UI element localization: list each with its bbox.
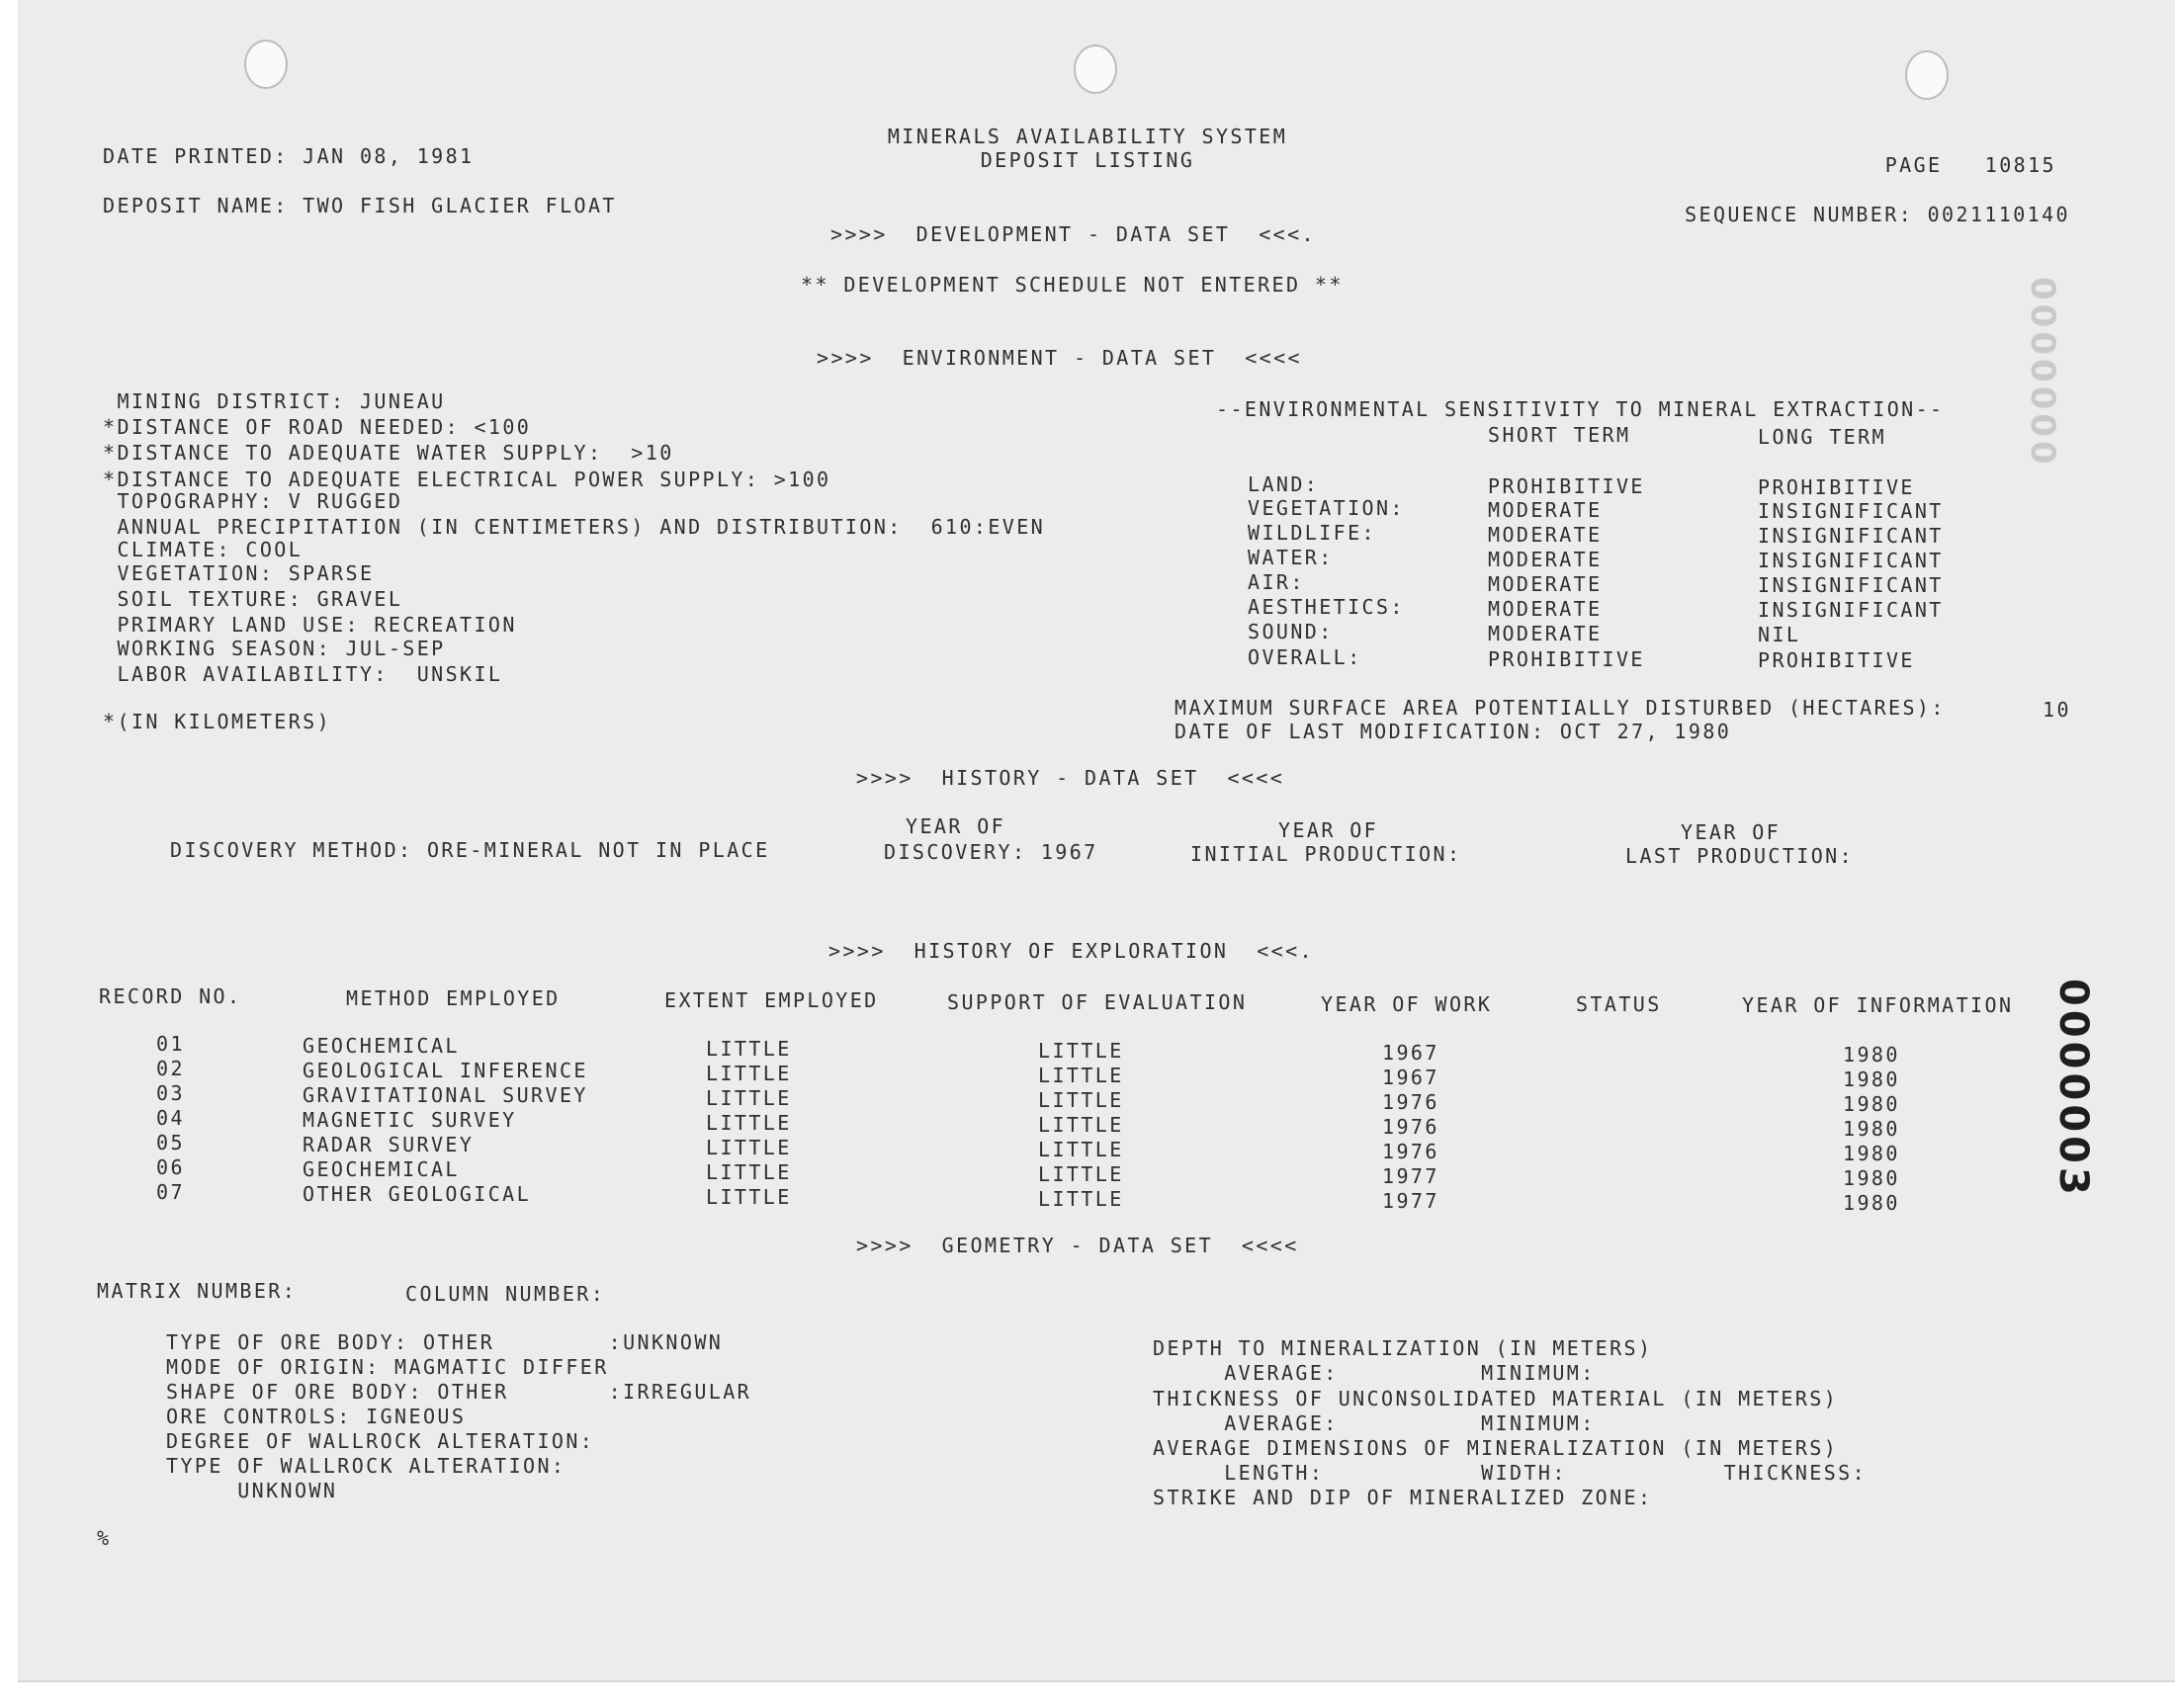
kilometers-footnote: *(IN KILOMETERS) — [103, 710, 332, 733]
year-of-information: 1980 — [1843, 1043, 1900, 1067]
sensitivity-short: MODERATE — [1488, 597, 1603, 621]
geometry-line: DEGREE OF WALLROCK ALTERATION: — [166, 1429, 595, 1453]
punch-hole-left — [244, 40, 288, 89]
sensitivity-long: INSIGNIFICANT — [1758, 573, 1944, 597]
method-employed: GEOLOGICAL INFERENCE — [303, 1059, 588, 1082]
sensitivity-long: INSIGNIFICANT — [1758, 524, 1944, 548]
punch-hole-right — [1905, 50, 1949, 100]
record-number: 07 — [156, 1180, 185, 1204]
method-employed: GRAVITATIONAL SURVEY — [303, 1083, 588, 1107]
env-line: *DISTANCE TO ADEQUATE ELECTRICAL POWER SUPPLY: >100 — [103, 468, 831, 491]
discovery-year-caption: YEAR OF — [906, 814, 1006, 838]
page-number: PAGE 10815 — [1884, 153, 2056, 177]
sensitivity-factor: SOUND: — [1248, 620, 1334, 643]
support-of-evaluation: LITTLE — [1038, 1064, 1124, 1087]
end-mark: % — [97, 1526, 112, 1550]
column-header: YEAR OF WORK — [1321, 992, 1493, 1016]
environment-heading: >>>> ENVIRONMENT - DATA SET <<<< — [817, 346, 1302, 370]
sensitivity-factor: AESTHETICS: — [1248, 595, 1405, 619]
year-of-information: 1980 — [1843, 1117, 1900, 1141]
env-line: CLIMATE: COOL — [103, 538, 304, 561]
year-of-information: 1980 — [1843, 1092, 1900, 1116]
support-of-evaluation: LITTLE — [1038, 1138, 1124, 1161]
date-printed: DATE PRINTED: JAN 08, 1981 — [103, 144, 475, 168]
year-of-discovery: DISCOVERY: 1967 — [884, 840, 1098, 864]
initial-production-caption: YEAR OF — [1278, 818, 1379, 842]
env-line: WORKING SEASON: JUL-SEP — [103, 637, 446, 660]
geometry-line: STRIKE AND DIP OF MINERALIZED ZONE: — [1153, 1486, 1653, 1509]
geometry-line: THICKNESS OF UNCONSOLIDATED MATERIAL (IN METERS) — [1153, 1387, 1839, 1410]
sensitivity-title: --ENVIRONMENTAL SENSITIVITY TO MINERAL EXTRACTION-- — [1216, 397, 1945, 421]
env-line: SOIL TEXTURE: GRAVEL — [103, 587, 403, 611]
extent-employed: LITTLE — [706, 1037, 792, 1061]
sensitivity-factor: WILDLIFE: — [1248, 521, 1376, 545]
geometry-line: TYPE OF ORE BODY: OTHER :UNKNOWN — [166, 1330, 724, 1354]
sensitivity-factor: VEGETATION: — [1248, 496, 1405, 520]
year-of-work: 1977 — [1382, 1164, 1439, 1188]
geometry-line: SHAPE OF ORE BODY: OTHER :IRREGULAR — [166, 1380, 752, 1404]
sensitivity-long: INSIGNIFICANT — [1758, 598, 1944, 622]
method-employed: GEOCHEMICAL — [303, 1157, 460, 1181]
geometry-line: MODE OF ORIGIN: MAGMATIC DIFFER — [166, 1355, 609, 1379]
record-number: 03 — [156, 1081, 185, 1105]
geometry-line: DEPTH TO MINERALIZATION (IN METERS) — [1153, 1336, 1653, 1360]
geometry-heading: >>>> GEOMETRY - DATA SET <<<< — [856, 1234, 1299, 1257]
year-of-work: 1967 — [1382, 1041, 1439, 1065]
record-number: 02 — [156, 1057, 185, 1080]
year-of-information: 1980 — [1843, 1068, 1900, 1091]
column-header: RECORD NO. — [99, 984, 242, 1008]
geometry-line: LENGTH: WIDTH: THICKNESS: — [1153, 1461, 1868, 1485]
year-of-work: 1976 — [1382, 1140, 1439, 1163]
sensitivity-short: MODERATE — [1488, 622, 1603, 645]
development-heading: >>>> DEVELOPMENT - DATA SET <<<. — [830, 222, 1316, 246]
column-header: YEAR OF INFORMATION — [1742, 993, 2014, 1017]
env-line: VEGETATION: SPARSE — [103, 561, 375, 585]
geometry-line: AVERAGE: MINIMUM: — [1153, 1361, 1596, 1385]
support-of-evaluation: LITTLE — [1038, 1187, 1124, 1211]
extent-employed: LITTLE — [706, 1062, 792, 1085]
geometry-line: UNKNOWN — [166, 1479, 338, 1502]
system-title: MINERALS AVAILABILITY SYSTEM — [887, 125, 1288, 148]
page-margin — [0, 0, 18, 1708]
support-of-evaluation: LITTLE — [1038, 1113, 1124, 1137]
env-line: MINING DISTRICT: JUNEAU — [103, 389, 446, 413]
last-production: LAST PRODUCTION: — [1625, 844, 1855, 868]
punch-hole-center — [1074, 44, 1117, 94]
last-modification: DATE OF LAST MODIFICATION: OCT 27, 1980 — [1174, 720, 1732, 743]
sensitivity-long: PROHIBITIVE — [1758, 475, 1915, 499]
long-term-label: LONG TERM — [1758, 425, 1886, 449]
support-of-evaluation: LITTLE — [1038, 1162, 1124, 1186]
extent-employed: LITTLE — [706, 1136, 792, 1159]
column-header: STATUS — [1576, 992, 1662, 1016]
sensitivity-short: MODERATE — [1488, 523, 1603, 547]
year-of-information: 1980 — [1843, 1191, 1900, 1215]
max-surface-area-value: 10 — [2043, 698, 2071, 722]
year-of-work: 1977 — [1382, 1189, 1439, 1213]
env-line: *DISTANCE OF ROAD NEEDED: <100 — [103, 415, 532, 439]
sensitivity-factor: WATER: — [1248, 546, 1334, 569]
geometry-line: ORE CONTROLS: IGNEOUS — [166, 1405, 467, 1428]
deposit-name: DEPOSIT NAME: TWO FISH GLACIER FLOAT — [103, 194, 617, 217]
geometry-line: AVERAGE DIMENSIONS OF MINERALIZATION (IN METERS) — [1153, 1436, 1839, 1460]
sensitivity-short: MODERATE — [1488, 572, 1603, 596]
column-number: COLUMN NUMBER: — [405, 1282, 606, 1306]
sequence-number: SEQUENCE NUMBER: 0021110140 — [1685, 203, 2070, 226]
env-line: PRIMARY LAND USE: RECREATION — [103, 613, 517, 637]
env-line: TOPOGRAPHY: V RUGGED — [103, 489, 403, 513]
geometry-line: AVERAGE: MINIMUM: — [1153, 1411, 1596, 1435]
env-line: ANNUAL PRECIPITATION (IN CENTIMETERS) AND DISTRIBUTION: 610:EVEN — [103, 515, 1046, 539]
sensitivity-short: MODERATE — [1488, 548, 1603, 571]
year-of-work: 1976 — [1382, 1090, 1439, 1114]
method-employed: MAGNETIC SURVEY — [303, 1108, 517, 1132]
sensitivity-long: PROHIBITIVE — [1758, 648, 1915, 672]
discovery-method: DISCOVERY METHOD: ORE-MINERAL NOT IN PLACE — [170, 838, 770, 862]
method-employed: RADAR SURVEY — [303, 1133, 475, 1156]
sensitivity-short: PROHIBITIVE — [1488, 474, 1645, 498]
support-of-evaluation: LITTLE — [1038, 1039, 1124, 1063]
sensitivity-factor: AIR: — [1248, 570, 1305, 594]
year-of-work: 1967 — [1382, 1066, 1439, 1089]
listing-title: DEPOSIT LISTING — [980, 148, 1195, 172]
column-header: METHOD EMPLOYED — [346, 986, 561, 1010]
sensitivity-long: NIL — [1758, 623, 1801, 646]
exploration-heading: >>>> HISTORY OF EXPLORATION <<<. — [828, 939, 1314, 963]
record-number: 05 — [156, 1131, 185, 1154]
last-production-caption: YEAR OF — [1681, 820, 1782, 844]
extent-employed: LITTLE — [706, 1086, 792, 1110]
page-stamp: 0000003 — [2050, 979, 2096, 1199]
year-of-information: 1980 — [1843, 1166, 1900, 1190]
record-number: 04 — [156, 1106, 185, 1130]
column-header: SUPPORT OF EVALUATION — [947, 990, 1248, 1014]
method-employed: OTHER GEOLOGICAL — [303, 1182, 532, 1206]
column-header: EXTENT EMPLOYED — [664, 988, 879, 1012]
record-number: 06 — [156, 1155, 185, 1179]
initial-production: INITIAL PRODUCTION: — [1190, 842, 1462, 866]
geometry-line: TYPE OF WALLROCK ALTERATION: — [166, 1454, 566, 1478]
sensitivity-long: INSIGNIFICANT — [1758, 499, 1944, 523]
extent-employed: LITTLE — [706, 1160, 792, 1184]
sensitivity-short: PROHIBITIVE — [1488, 647, 1645, 671]
year-of-information: 1980 — [1843, 1142, 1900, 1165]
method-employed: GEOCHEMICAL — [303, 1034, 460, 1058]
env-line: *DISTANCE TO ADEQUATE WATER SUPPLY: >10 — [103, 441, 674, 465]
history-heading: >>>> HISTORY - DATA SET <<<< — [856, 766, 1285, 790]
sensitivity-factor: LAND: — [1248, 472, 1320, 496]
support-of-evaluation: LITTLE — [1038, 1088, 1124, 1112]
development-note: ** DEVELOPMENT SCHEDULE NOT ENTERED ** — [801, 273, 1344, 297]
extent-employed: LITTLE — [706, 1111, 792, 1135]
env-line: LABOR AVAILABILITY: UNSKIL — [103, 662, 503, 686]
matrix-number: MATRIX NUMBER: — [97, 1279, 298, 1303]
short-term-label: SHORT TERM — [1488, 423, 1631, 447]
extent-employed: LITTLE — [706, 1185, 792, 1209]
sensitivity-short: MODERATE — [1488, 498, 1603, 522]
record-number: 01 — [156, 1032, 185, 1056]
sensitivity-factor: OVERALL: — [1248, 645, 1362, 669]
sensitivity-long: INSIGNIFICANT — [1758, 549, 1944, 572]
year-of-work: 1976 — [1382, 1115, 1439, 1139]
max-surface-area-label: MAXIMUM SURFACE AREA POTENTIALLY DISTURBED (HECTARES): — [1174, 696, 1946, 720]
faint-page-stamp: 0000000 — [2023, 277, 2062, 469]
